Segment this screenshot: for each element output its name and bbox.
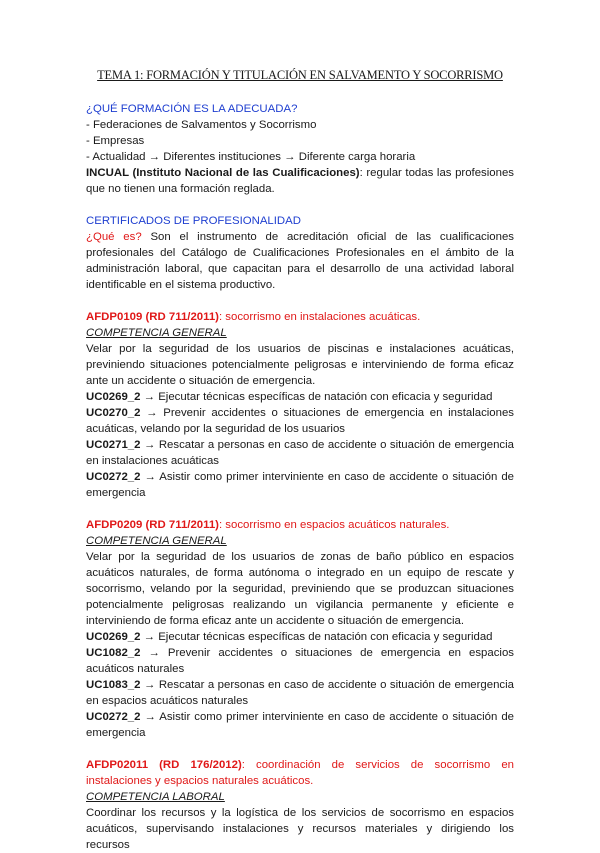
competencia-text: Velar por la seguridad de los usuarios de piscinas e instalaciones acuáticas, previniendo situaciones potencialmente peligrosas e interviniendo de forma eficaz ante un accidente o situación de emergencia. xyxy=(86,343,514,387)
list-item: - Actualidad → Diferentes instituciones → Diferente carga horaria xyxy=(86,151,416,163)
competencia-text: Velar por la seguridad de los usuarios de zonas de baño público en espacios acuáticos naturales, de forma autónoma o integrado en un equipo de rescate y socorrismo, velando por la seguridad, previniendo que se produzcan situaciones potencialmente peligrosas realizando un vigilancia permanente y eficiente e interviniendo de forma eficaz ante un accidente o situación de emergencia. xyxy=(86,551,514,627)
certificate-heading xyxy=(86,517,514,533)
certificate-description: : socorrismo en instalaciones acuáticas. xyxy=(218,311,421,323)
certificate-heading xyxy=(86,309,514,325)
unit-text: → Prevenir accidentes o situaciones de emergencia en espacios acuáticos naturales xyxy=(86,647,514,675)
unit-text: → Rescatar a personas en caso de accidente o situación de emergencia en espacios acuáticos naturales xyxy=(86,679,514,707)
competencia-label: COMPETENCIA LABORAL xyxy=(86,791,225,803)
certificate-heading xyxy=(86,757,514,789)
unit-code: UC1083_2 xyxy=(86,679,141,691)
section-heading-formacion: ¿QUÉ FORMACIÓN ES LA ADECUADA? xyxy=(86,103,298,115)
unit-row xyxy=(86,629,514,645)
certificados-paragraph xyxy=(86,229,514,293)
unit-text: → Rescatar a personas en caso de accidente o situación de emergencia en instalaciones acuáticas xyxy=(86,439,514,467)
unit-code: UC0269_2 xyxy=(86,631,141,643)
unit-text: → Asistir como primer interviniente en caso de accidente o situación de emergencia xyxy=(86,471,514,499)
unit-row xyxy=(86,709,514,741)
unit-code: UC0269_2 xyxy=(86,391,141,403)
certificate-description: : coordinación de servicios de socorrismo en instalaciones y espacios naturales acuáticos. xyxy=(86,759,514,787)
unit-row xyxy=(86,469,514,501)
unit-code: UC0271_2 xyxy=(86,439,141,451)
unit-row xyxy=(86,389,514,405)
unit-row xyxy=(86,677,514,709)
certificate-code: AFDP0109 (RD 711/2011) xyxy=(86,311,219,323)
incual-definition: : regular todas las profesiones que no tienen una formación reglada. xyxy=(86,167,514,195)
unit-row xyxy=(86,437,514,469)
unit-code: UC0272_2 xyxy=(86,471,141,483)
unit-row xyxy=(86,405,514,437)
competencia-text: Coordinar los recursos y la logística de los servicios de socorrismo en espacios acuáticos, supervisando instalaciones y recursos materiales y dirigiendo los recursos xyxy=(86,807,514,851)
unit-code: UC1082_2 xyxy=(86,647,141,659)
certificate-code: AFDP02011 (RD 176/2012) xyxy=(86,759,242,771)
unit-text: → Ejecutar técnicas específicas de natación con eficacia y seguridad xyxy=(140,391,493,403)
certificados-definition: Son el instrumento de acreditación oficial de las cualificaciones profesionales del Catálogo de Cualificaciones Profesionales en el ámbito de la administración laboral, que capacitan para el desarrollo de una actividad laboral identificable en el sistema productivo. xyxy=(86,231,514,291)
unit-code: UC0270_2 xyxy=(86,407,141,419)
question-label: ¿Qué es? xyxy=(86,231,142,243)
incual-paragraph xyxy=(86,165,514,197)
list-item: - Federaciones de Salvamentos y Socorrismo xyxy=(86,119,317,131)
certificate-description: : socorrismo en espacios acuáticos naturales. xyxy=(218,519,450,531)
section-heading-certificados: CERTIFICADOS DE PROFESIONALIDAD xyxy=(86,215,301,227)
list-item: - Empresas xyxy=(86,135,145,147)
unit-text: → Ejecutar técnicas específicas de natación con eficacia y seguridad xyxy=(140,631,493,643)
certificate-code: AFDP0209 (RD 711/2011) xyxy=(86,519,219,531)
unit-text: → Asistir como primer interviniente en caso de accidente o situación de emergencia xyxy=(86,711,514,739)
unit-row xyxy=(86,645,514,677)
page-title: TEMA 1: FORMACIÓN Y TITULACIÓN EN SALVAMENTO Y SOCORRISMO xyxy=(97,68,503,82)
unit-text: → Prevenir accidentes o situaciones de emergencia en instalaciones acuáticas, velando por la seguridad de los usuarios xyxy=(86,407,514,435)
competencia-label: COMPETENCIA GENERAL xyxy=(86,327,227,339)
competencia-label: COMPETENCIA GENERAL xyxy=(86,535,227,547)
document-body xyxy=(86,101,514,853)
unit-code: UC0272_2 xyxy=(86,711,141,723)
incual-term: INCUAL (Instituto Nacional de las Cualificaciones) xyxy=(86,167,360,179)
